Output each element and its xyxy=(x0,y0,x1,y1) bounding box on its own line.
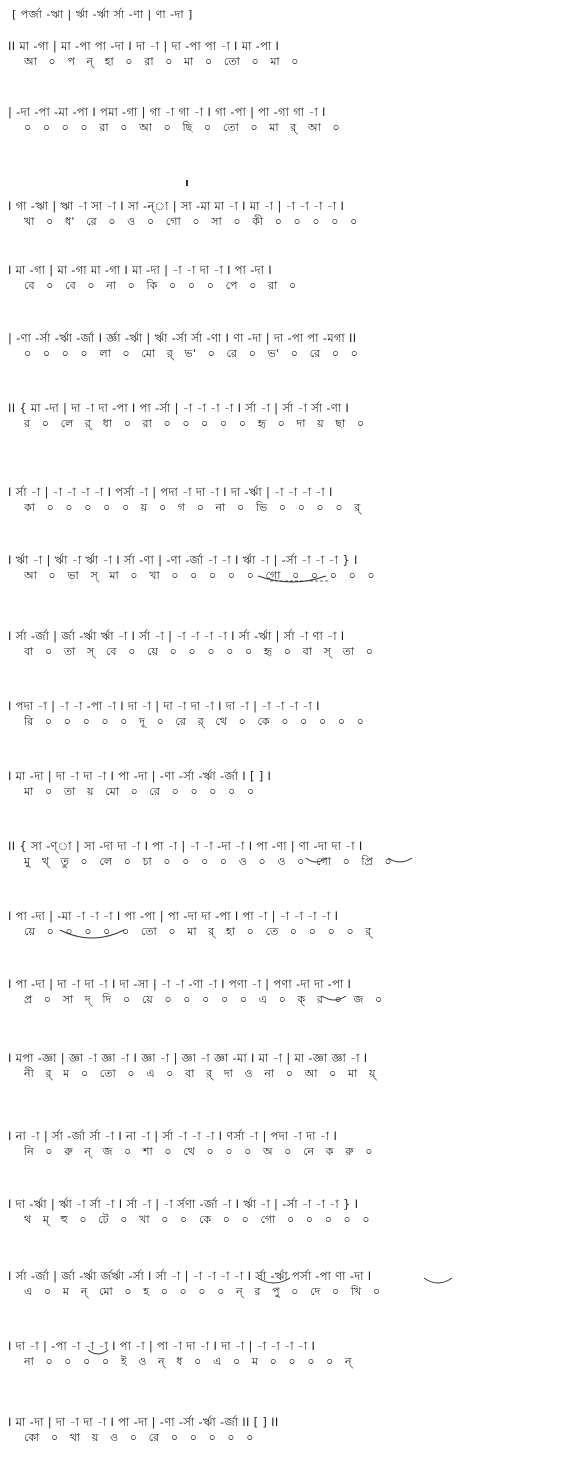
notation-line xyxy=(8,400,574,432)
lyric-line: য়ে ০ ০ ০ ০ ০ তো ০ মা র্ হা ০ তে ০ ০ ০ ০ র্ xyxy=(24,925,372,938)
swara-line: I দা -া | -পা -া -া -া I পা -া | পা -া দা -া I দা -া | -া -া -া -া I xyxy=(8,1339,316,1353)
notation-line xyxy=(8,38,574,70)
notation-line xyxy=(8,330,574,362)
notation-line xyxy=(8,628,574,660)
notation-line xyxy=(8,198,574,230)
lyric-line: আ ০ ভা স্ মা ০ খা ০ ০ ০ ০ ০ গো ০ ০ ০ ০ ০ xyxy=(24,569,375,582)
lyric-line: মু থ্ তু ০ লে ০ চা ০ ০ ০ ০ ও ০ ও ০ গো ০ প্রি ০ xyxy=(24,855,392,868)
notation-line xyxy=(8,552,574,584)
swara-line: I র্ঋা -া | র্ঋা -া র্ঋা -া I র্সা -ণা | -ণা -র্জা -া -া I র্ঋা -া | -র্সা -া -া -া } I xyxy=(8,553,358,567)
opening-phrase: [ পর্জা -ঋা | র্ঋা -র্ঋা র্সা -ণা | ণা -দা ] xyxy=(12,8,193,21)
swara-line: II { মা -দা | দা -া দা -পা I পা -র্সা | -া -া -া -া I র্সা -া | র্সা -া র্সা -ণা I xyxy=(8,401,350,415)
swara-line: I গা -ঋা | ঋা -া সা -া I সা -ন্া | সা -মা মা -া I মা -া | -া -া -া -া I xyxy=(8,199,345,213)
notation-line xyxy=(8,262,574,294)
swara-line: I না -া | র্সা -র্জা র্সা -া I না -া | র্সা -া -া -া I ণর্সা -া | পদা -া দা -া I xyxy=(8,1129,338,1143)
swara-line: I র্সা -া | -া -া -া -া I পর্সা -া | পদা -া দা -া I দা -র্ঋা | -া -া -া -া I xyxy=(8,485,333,499)
lyric-line: না ০ ০ ০ ০ ই ও ন্ ধ ০ এ ০ ম ০ ০ ০ ০ ন্ xyxy=(24,1355,352,1368)
lyric-line: খা ০ ধ' রে ০ ও ০ গো ০ সা ০ কী ০ ০ ০ ০ ০ xyxy=(24,215,358,228)
lyric-line: বা ০ তা স্ বে ০ য়ে ০ ০ ০ ০ ০ হৃ ০ বা স্ তা ০ xyxy=(24,645,374,658)
notation-line xyxy=(8,1268,574,1300)
lyric-line: প্র ০ সা দ্ দি ০ য়ে ০ ০ ০ ০ ০ এ ০ ক্ র ০ জ ০ xyxy=(24,993,383,1006)
notation-line xyxy=(8,838,574,870)
lyric-line: এ ০ ম ন্ মো ০ হ ০ ০ ০ ০ ন্ র পু ০ দে ০ খি ০ xyxy=(24,1285,381,1298)
marker-dot xyxy=(186,180,188,186)
notation-line xyxy=(8,1050,574,1082)
lyric-line: থ ম্ হু ০ টে ০ খা ০ ০ কে ০ ০ গো ০ ০ ০ ০ ০ xyxy=(24,1213,370,1226)
lyric-line: কো ০ থা য় ও ০ রে ০ ০ ০ ০ ০ xyxy=(24,1431,254,1444)
notation-line xyxy=(8,1196,574,1228)
swara-line: I র্সা -র্জা | র্জা -র্ঋা র্জর্ঋা -র্সা I র্সা -া | -া -া -া -া I র্সা -র্ঋা পর্সা -পা ণা -দা I xyxy=(8,1269,372,1283)
swara-line: I মা -দা | দা -া দা -া I পা -দা | -ণা -র্সা -র্ঋা -র্জা II [ ] II xyxy=(8,1415,279,1429)
swara-line: I মা -দা | দা -া দা -া I পা -দা | -ণা -র্সা -র্ঋা -র্জা I [ ] I xyxy=(8,769,272,783)
lyric-line: কা ০ ০ ০ ০ ০ য় ০ গ ০ না ০ ভি ০ ০ ০ ০ র্ xyxy=(24,501,361,514)
lyric-line: নি ০ রু ন্ জ ০ শা ০ থে ০ ০ ০ অ ০ নে ক রু ০ xyxy=(24,1145,373,1158)
notation-line xyxy=(8,484,574,516)
swara-line: | -ণা -র্সা -র্ঋা -র্জা I র্জ্ঞা -র্ঋা | র্ঋা -র্সা র্সা -ণা I ণা -দা | দা -পা পা -মগা II xyxy=(8,331,357,345)
swara-line: II { সা -ণ্া | সা -দা দা -া I পা -া | -া -া -দা -া I পা -ণা | ণা -দা দা -া I xyxy=(8,839,363,853)
notation-line xyxy=(8,768,574,800)
lyric-line: বে ০ বে ০ না ০ কি ০ ০ ০ পে ০ রা ০ xyxy=(24,279,297,292)
lyric-line: আ ০ প ন্ হা ০ রা ০ মা ০ তো ০ মা ০ xyxy=(24,55,299,68)
notation-line xyxy=(8,1414,574,1446)
swara-line: I মা -গা | মা -গা মা -গা I মা -দা | -া -া দা -া I পা -দা I xyxy=(8,263,272,277)
swara-line: I পা -দা | -মা -া -া -া I পা -পা | পা -দা দা -পা I পা -া | -া -া -া -া I xyxy=(8,909,339,923)
notation-line xyxy=(8,698,574,730)
lyric-line: ০ ০ ০ ০ লা ০ মো র্ ভ' ০ রে ০ ভ' ০ রে ০ ০ xyxy=(24,347,359,360)
lyric-line: রি ০ ০ ০ ০ ০ দূ ০ রে র্ থে ০ কে ০ ০ ০ ০ ০ xyxy=(24,715,365,728)
swara-line: I মপা -জ্ঞা | জ্ঞা -া জ্ঞা -া I জ্ঞা -া | জ্ঞা -া জ্ঞা -মা I মা -া | মা -জ্ঞা জ্ঞা -া I xyxy=(8,1051,368,1065)
swara-line: I পদা -া | -া -া -পা -া I দা -া | দা -া দা -া I দা -া | -া -া -া -া I xyxy=(8,699,320,713)
notation-line xyxy=(8,104,574,136)
swara-line: II মা -গা | মা -পা পা -দা I দা -া | দা -পা পা -া I মা -পা I xyxy=(8,39,280,53)
notation-line xyxy=(8,1338,574,1370)
swara-line: I পা -দা | দা -া দা -া I দা -সা | -া -া -ণা -া I পণা -া | পণা -দা দা -পা I xyxy=(8,977,352,991)
lyric-line: নী র্ ম ০ তো ০ এ ০ বা র্ দা ও না ০ আ ০ মা য়্ xyxy=(24,1067,376,1080)
lyric-line: মা ০ তা য় মো ০ রে ০ ০ ০ ০ ০ xyxy=(24,785,255,798)
lyric-line: ০ ০ ০ ০ রা ০ আ ০ ছি ০ তো ০ মা র্ আ ০ xyxy=(24,121,340,134)
swara-line: I র্সা -র্জা | র্জা -র্ঋা র্ঋা -া I র্সা -া | -া -া -া -া I র্সা -র্ঋা | র্সা -া ণা -া I xyxy=(8,629,345,643)
swara-line: I দা -র্ঋা | র্ঋা -া র্সা -া I র্সা -া | -া র্সণা -র্জা -া I র্ঋা -া | -র্সা -া -া -া } I xyxy=(8,1197,359,1211)
notation-line xyxy=(8,908,574,940)
swara-line: | -দা -পা -মা -পা I পমা -গা | গা -া গা -া I গা -পা | পা -গা গা -া I xyxy=(8,105,326,119)
notation-line xyxy=(8,1128,574,1160)
notation-line xyxy=(8,976,574,1008)
lyric-line: র ০ লে র্ ধা ০ রা ০ ০ ০ ০ ০ হৃ ০ দা য় ছা ০ xyxy=(24,417,365,430)
